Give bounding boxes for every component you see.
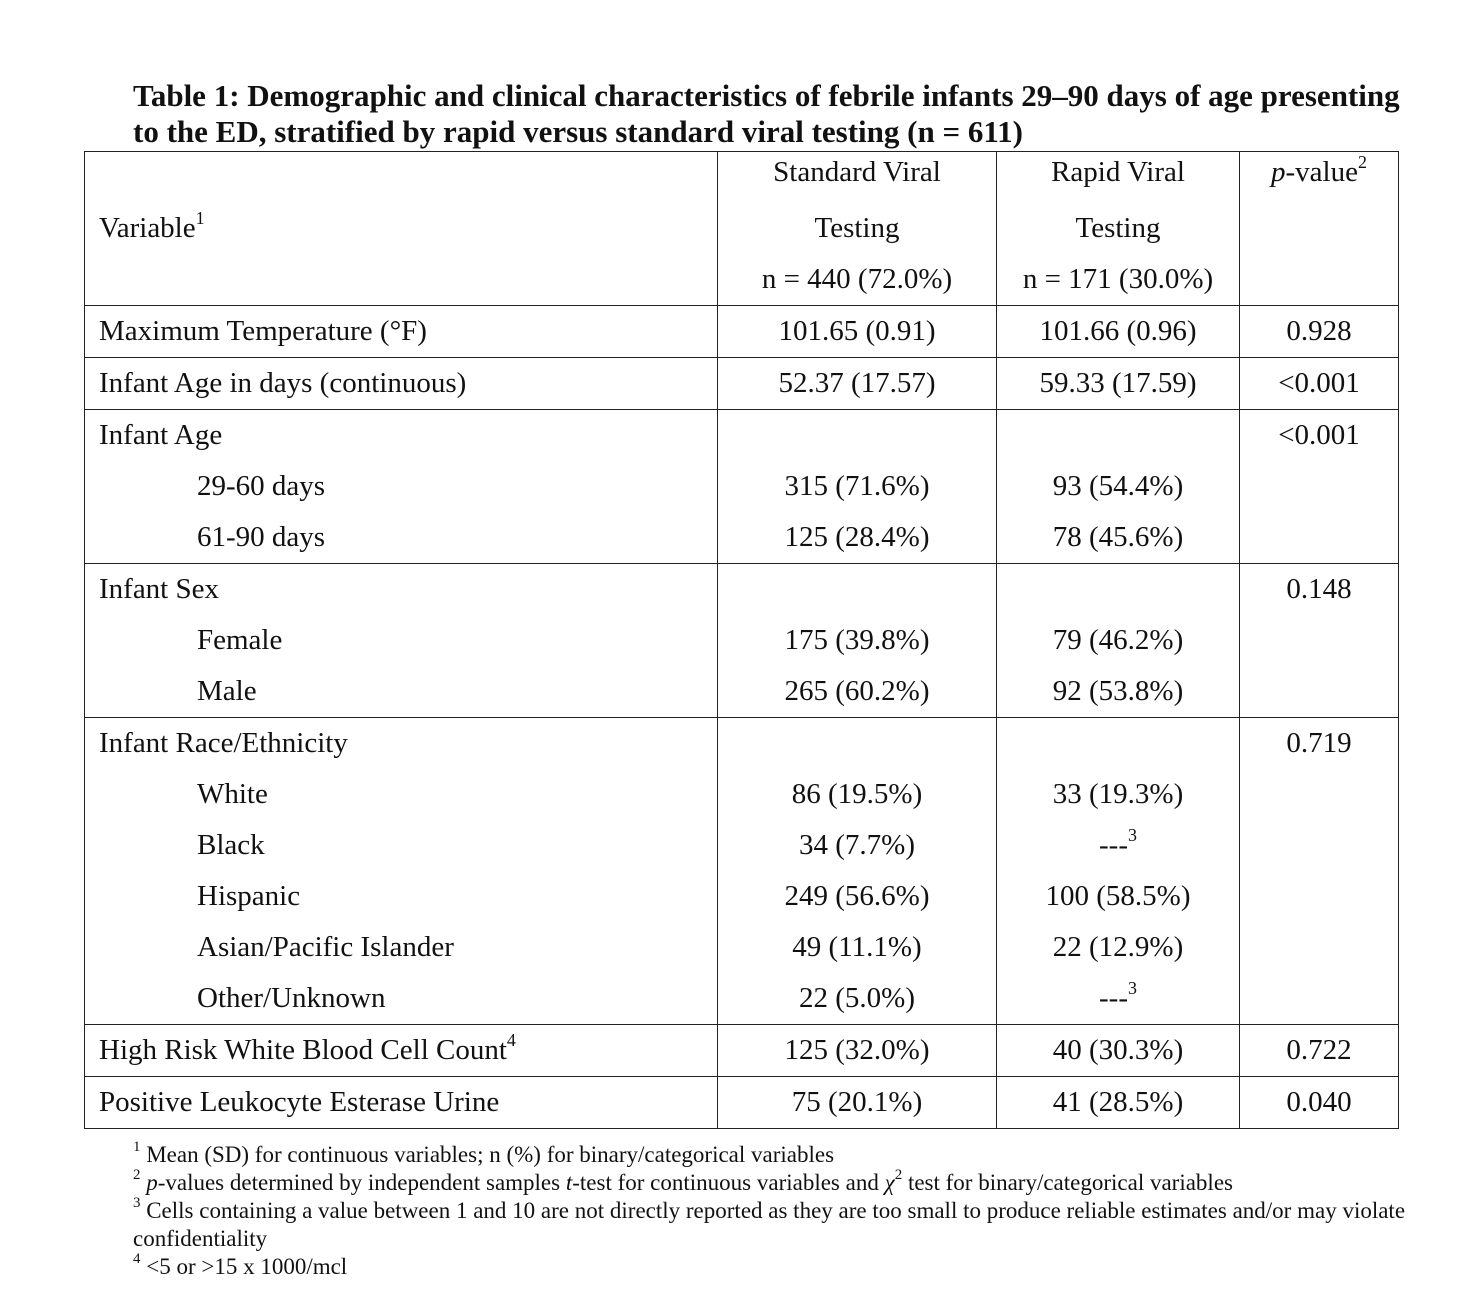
row-pvalue: 0.040 xyxy=(1286,1086,1352,1118)
row-pvalue: 0.722 xyxy=(1286,1034,1352,1066)
row-rapid-value: 40 (30.3%) xyxy=(1052,1034,1184,1066)
footnote-1: $^1$ Mean (SD) for continuous variables; n (%) for binary/categorical variables xyxy=(133,1139,835,1167)
subgroup-rapid-value: 78 (45.6%) xyxy=(1052,521,1184,553)
subgroup-rapid-value: 33 (19.3%) xyxy=(1052,778,1184,810)
subgroup-label: 29-60 days xyxy=(197,470,326,502)
subgroup-rapid-value: 92 (53.8%) xyxy=(1052,675,1184,707)
subgroup-rapid-value: 22 (12.9%) xyxy=(1052,931,1184,963)
table-row-group xyxy=(85,718,1399,1025)
characteristics-table xyxy=(84,151,1399,1129)
subgroup-standard-value: 265 (60.2%) xyxy=(784,675,930,707)
subgroup-standard-value: 315 (71.6%) xyxy=(784,470,930,502)
row-rapid-value: 59.33 (17.59) xyxy=(1039,367,1197,399)
subgroup-standard-value: 86 (19.5%) xyxy=(791,778,923,810)
row-pvalue: 0.928 xyxy=(1286,315,1352,347)
header-variable: Variable$^1$ xyxy=(99,208,205,244)
row-standard-value: 75 (20.1%) xyxy=(791,1086,923,1118)
group-label: Infant Age xyxy=(99,419,223,451)
subgroup-standard-value: 22 (5.0%) xyxy=(799,982,915,1014)
subgroup-label: Female xyxy=(197,624,283,656)
subgroup-label: Hispanic xyxy=(197,880,301,912)
group-pvalue: 0.719 xyxy=(1286,727,1352,759)
subgroup-standard-value: 125 (28.4%) xyxy=(784,521,930,553)
row-label: High Risk White Blood Cell Count$^4$ xyxy=(99,1030,516,1066)
subgroup-rapid-value-suppressed: ---$^3$ xyxy=(1099,825,1137,861)
table-row-group xyxy=(85,564,1399,718)
subgroup-rapid-value: 100 (58.5%) xyxy=(1045,880,1191,912)
header-rapid-line2: Testing xyxy=(1075,212,1161,244)
subgroup-standard-value: 175 (39.8%) xyxy=(784,624,930,656)
row-standard-value: 52.37 (17.57) xyxy=(778,367,936,399)
row-rapid-value: 101.66 (0.96) xyxy=(1039,315,1197,347)
row-pvalue: <0.001 xyxy=(1278,367,1360,399)
header-rapid-line1: Rapid Viral xyxy=(1051,156,1185,188)
header-rapid-n: n = 171 (30.0%) xyxy=(1022,263,1214,295)
group-label: Infant Sex xyxy=(99,573,219,605)
row-label: Infant Age in days (continuous) xyxy=(99,367,467,399)
group-pvalue: 0.148 xyxy=(1286,573,1352,605)
row-standard-value: 101.65 (0.91) xyxy=(778,315,936,347)
subgroup-standard-value: 34 (7.7%) xyxy=(799,829,915,861)
subgroup-rapid-value-suppressed: ---$^3$ xyxy=(1099,978,1137,1014)
table-title: Table 1: Demographic and clinical characteristics of febrile infants 29–90 days of age presenting to the ED, stratified by rapid versus standard viral testing (n = 611) xyxy=(133,78,1400,149)
subgroup-standard-value: 249 (56.6%) xyxy=(784,880,930,912)
table-row xyxy=(85,306,1399,358)
row-standard-value: 125 (32.0%) xyxy=(784,1034,930,1066)
footnotes xyxy=(133,1141,1413,1281)
header-standard-cell xyxy=(718,152,997,306)
subgroup-rapid-value: 93 (54.4%) xyxy=(1052,470,1184,502)
subgroup-label: Male xyxy=(197,675,257,707)
footnote-2: $^2$ p-values determined by independent samples t-test for continuous variables and $\chi^2$ test for binary/categorical variables xyxy=(133,1167,1233,1195)
row-label: Positive Leukocyte Esterase Urine xyxy=(99,1086,500,1118)
header-standard-line2: Testing xyxy=(814,212,900,244)
footnote-3: $^3$ Cells containing a value between 1 and 10 are not directly reported as they are too small to produce reliable estimates and/or may violate confidentiality xyxy=(133,1195,1406,1251)
header-pvalue-cell xyxy=(1240,152,1399,306)
subgroup-standard-value: 49 (11.1%) xyxy=(792,931,922,963)
group-label: Infant Race/Ethnicity xyxy=(99,727,348,759)
table-row xyxy=(85,1077,1399,1129)
table-row xyxy=(85,358,1399,410)
group-pvalue: <0.001 xyxy=(1278,419,1360,451)
row-rapid-value: 41 (28.5%) xyxy=(1052,1086,1184,1118)
subgroup-label: White xyxy=(197,778,268,810)
subgroup-rapid-value: 79 (46.2%) xyxy=(1052,624,1184,656)
header-standard-n: n = 440 (72.0%) xyxy=(761,263,953,295)
subgroup-label: Black xyxy=(197,829,265,861)
header-variable-cell xyxy=(85,152,718,306)
subgroup-label: Other/Unknown xyxy=(197,982,386,1014)
footnote-4: $^4$ <5 or >15 x 1000/mcl xyxy=(133,1251,348,1279)
header-row xyxy=(85,152,1399,306)
subgroup-label: 61-90 days xyxy=(197,521,326,553)
row-label: Maximum Temperature (°F) xyxy=(99,315,427,347)
table-row-group xyxy=(85,410,1399,564)
header-rapid-cell xyxy=(997,152,1240,306)
subgroup-label: Asian/Pacific Islander xyxy=(197,931,454,963)
header-pvalue: p-value$^2$ xyxy=(1271,152,1367,188)
table-row xyxy=(85,1025,1399,1077)
header-standard-line1: Standard Viral xyxy=(773,156,941,188)
